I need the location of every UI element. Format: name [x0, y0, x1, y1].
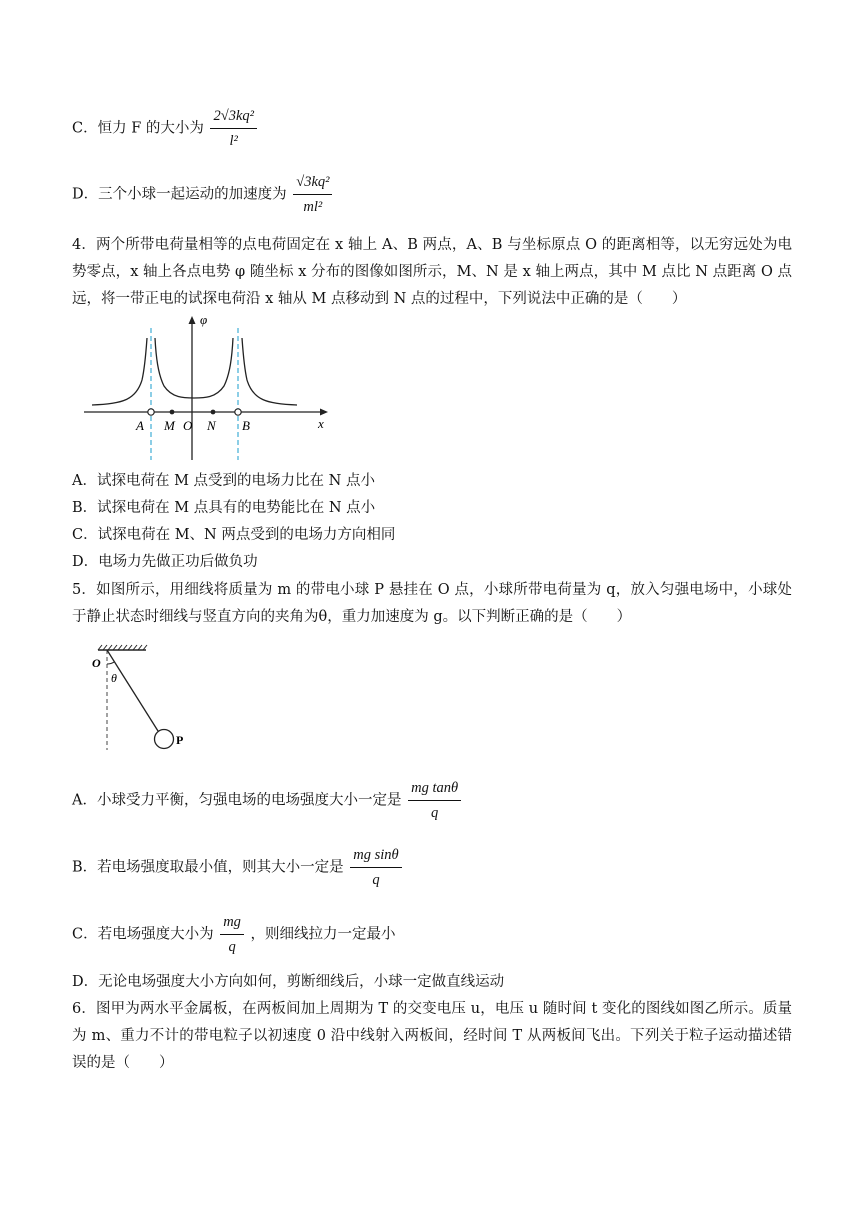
ball [155, 730, 174, 749]
q4-potential-graph [80, 312, 340, 462]
point-m-marker [170, 410, 175, 415]
q3-option-c-fraction [210, 106, 257, 151]
q3-option-d [72, 172, 334, 217]
q5-option-c-text: C．若电场强度大小为 [72, 926, 214, 943]
q5-option-c-suffix: ，则细线拉力一定最小 [250, 926, 396, 943]
q4-option-b: B．试探电荷在 M 点具有的电势能比在 N 点小 [72, 500, 376, 516]
q5-option-a [72, 778, 463, 823]
q4-option-d: D．电场力先做正功后做负功 [72, 554, 258, 570]
label-o: O [92, 656, 101, 670]
label-theta: θ [111, 671, 117, 685]
q5-option-c [72, 912, 396, 957]
q4-option-a: A．试探电荷在 M 点受到的电场力比在 N 点小 [72, 473, 375, 489]
angle-arc [107, 662, 115, 664]
fraction-denominator: ml² [303, 199, 323, 215]
fraction-numerator: mg sinθ [350, 845, 401, 868]
q5-option-d: D．无论电场强度大小方向如何，剪断细线后，小球一定做直线运动 [72, 974, 505, 990]
fraction-numerator: mg [220, 912, 244, 935]
q6-stem: 6．图甲为两水平金属板，在两板间加上周期为 T 的交变电压 u，电压 u 随时间 t 变化的图线如图乙所示。质量为 m、重力不计的带电粒子以初速度 0 沿中线射入两板间，经时间 T 从两板间飞出。下列关于粒子运动描述错误的是（ ） [72, 1001, 792, 1071]
point-a-marker [148, 409, 154, 415]
potential-curve-left-outer [92, 338, 147, 405]
label-p: P [176, 733, 184, 747]
label-m: M [164, 418, 175, 433]
fraction-denominator: q [372, 872, 380, 888]
fraction-denominator: q [430, 805, 439, 821]
point-n-marker [211, 410, 216, 415]
q4-stem: 4．两个所带电荷量相等的点电荷固定在 x 轴上 A、B 两点，A、B 与坐标原点 O 的距离相等，以无穷远处为电势零点，x 轴上各点电势 φ 随坐标 x 分布的图像如图所示，M、N 是 x 轴上两点，其中 M 点比 N 点距离 O 点远，将一带正电的试探电荷沿 x 轴从 M 点移动到 N 点的过程中，下列说法中正确的是（ ） [72, 237, 792, 307]
y-axis-arrow [189, 316, 196, 324]
point-b-marker [235, 409, 241, 415]
x-axis-label: x [318, 416, 324, 431]
y-axis-label: φ [200, 312, 208, 327]
label-a: A [136, 418, 144, 433]
q3-option-c [72, 106, 259, 151]
q5-option-b-text: B．若电场强度取最小值，则其大小一定是 [72, 859, 344, 876]
q5-option-a-fraction [408, 778, 461, 823]
q5-option-b [72, 845, 404, 890]
q5-option-a-text: A．小球受力平衡，匀强电场的电场强度大小一定是 [72, 792, 402, 809]
label-n: N [207, 418, 216, 433]
fraction-numerator: 2√3kq² [210, 106, 257, 129]
fraction-numerator: mg tanθ [408, 778, 461, 801]
q3-option-d-text: D．三个小球一起运动的加速度为 [72, 186, 287, 203]
q5-option-b-fraction [350, 845, 401, 890]
label-o: O [183, 418, 193, 433]
fraction-numerator: √3kq² [293, 172, 332, 195]
q5-option-c-fraction [220, 912, 244, 957]
q5-stem: 5．如图所示，用细线将质量为 m 的带电小球 P 悬挂在 O 点，小球所带电荷量为 q，放入匀强电场中，小球处于静止状态时细线与竖直方向的夹角为θ，重力加速度为 g。以下判断正确的是（ ） [72, 582, 792, 625]
x-axis-arrow [320, 409, 328, 416]
q4-option-c: C．试探电荷在 M、N 两点受到的电场力方向相同 [72, 527, 396, 543]
potential-curve-right-outer [242, 338, 297, 405]
q5-pendulum-figure [80, 640, 220, 755]
q3-option-c-text: C．恒力 F 的大小为 [72, 120, 204, 137]
fraction-denominator: q [228, 939, 236, 955]
fraction-denominator: l² [229, 133, 238, 149]
q3-option-d-fraction [293, 172, 332, 217]
potential-curve-middle [155, 338, 233, 398]
label-b: B [242, 418, 250, 433]
